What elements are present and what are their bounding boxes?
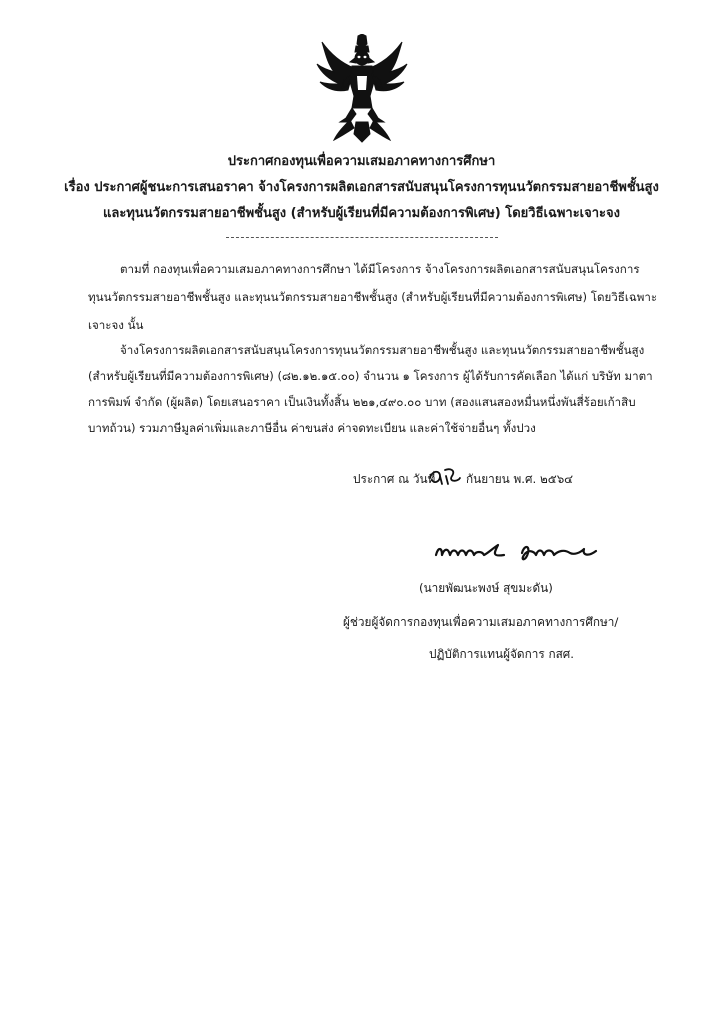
paragraph-2-line-3: การพิมพ์ จำกัด (ผู้ผลิต) โดยเสนอราคา เป็นเงินทั้งสิ้น ๒๒๑,๔๙๐.๐๐ บาท (สองแสนสองหมื่นหนึ่งพันสี่ร้อยเก้าสิบ (88, 395, 636, 409)
announcement-subject-continued: และทุนนวัตกรรมสายอาชีพชั้นสูง (สำหรับผู้เรียนที่มีความต้องการพิเศษ) โดยวิธีเฉพาะเจาะจง (102, 206, 620, 221)
signatory-position-line-2: ปฏิบัติการแทนผู้จัดการ กสศ. (429, 647, 575, 661)
announcement-title: ประกาศกองทุนเพื่อความเสมอภาคทางการศึกษา (227, 154, 496, 169)
paragraph-1-line-2: ทุนนวัตกรรมสายอาชีพชั้นสูง และทุนนวัตกรรมสายอาชีพชั้นสูง (สำหรับผู้เรียนที่มีความต้องการพิเศษ) โดยวิธีเฉพาะ (88, 290, 658, 304)
dashed-divider (226, 237, 498, 238)
paragraph-1-line-1: ตามที่ กองทุนเพื่อความเสมอภาคทางการศึกษา ได้มีโครงการ จ้างโครงการผลิตเอกสารสนับสนุนโครงการ (120, 262, 640, 276)
garuda-emblem-icon (314, 34, 410, 146)
paragraph-2-line-1: จ้างโครงการผลิตเอกสารสนับสนุนโครงการทุนนวัตกรรมสายอาชีพชั้นสูง และทุนนวัตกรรมสายอาชีพชั้นสูง (120, 343, 645, 357)
date-suffix: กันยายน พ.ศ. ๒๕๖๔ (466, 472, 574, 486)
announcement-subject: เรื่อง ประกาศผู้ชนะการเสนอราคา จ้างโครงการผลิตเอกสารสนับสนุนโครงการทุนนวัตกรรมสายอาชีพชั้นสูง (64, 180, 659, 195)
signatory-name: (นายพัฒนะพงษ์ สุขมะดัน) (419, 581, 553, 595)
signatory-position-line-1: ผู้ช่วยผู้จัดการกองทุนเพื่อความเสมอภาคทางการศึกษา/ (343, 615, 619, 629)
handwritten-day (428, 464, 462, 488)
paragraph-1-line-3: เจาะจง นั้น (88, 318, 144, 332)
paragraph-2-line-2: (สำหรับผู้เรียนที่มีความต้องการพิเศษ) (๘๒.๑๒.๑๕.๐๐) จำนวน ๑ โครงการ ผู้ได้รับการคัดเลือก ได้แก่ บริษัท มาตา (88, 369, 653, 383)
date-prefix: ประกาศ ณ วันที่ (353, 472, 436, 486)
handwritten-signature (432, 535, 602, 569)
paragraph-2-line-4: บาทถ้วน) รวมภาษีมูลค่าเพิ่มและภาษีอื่น ค่าขนส่ง ค่าจดทะเบียน และค่าใช้จ่ายอื่นๆ ทั้งปวง (88, 421, 536, 435)
